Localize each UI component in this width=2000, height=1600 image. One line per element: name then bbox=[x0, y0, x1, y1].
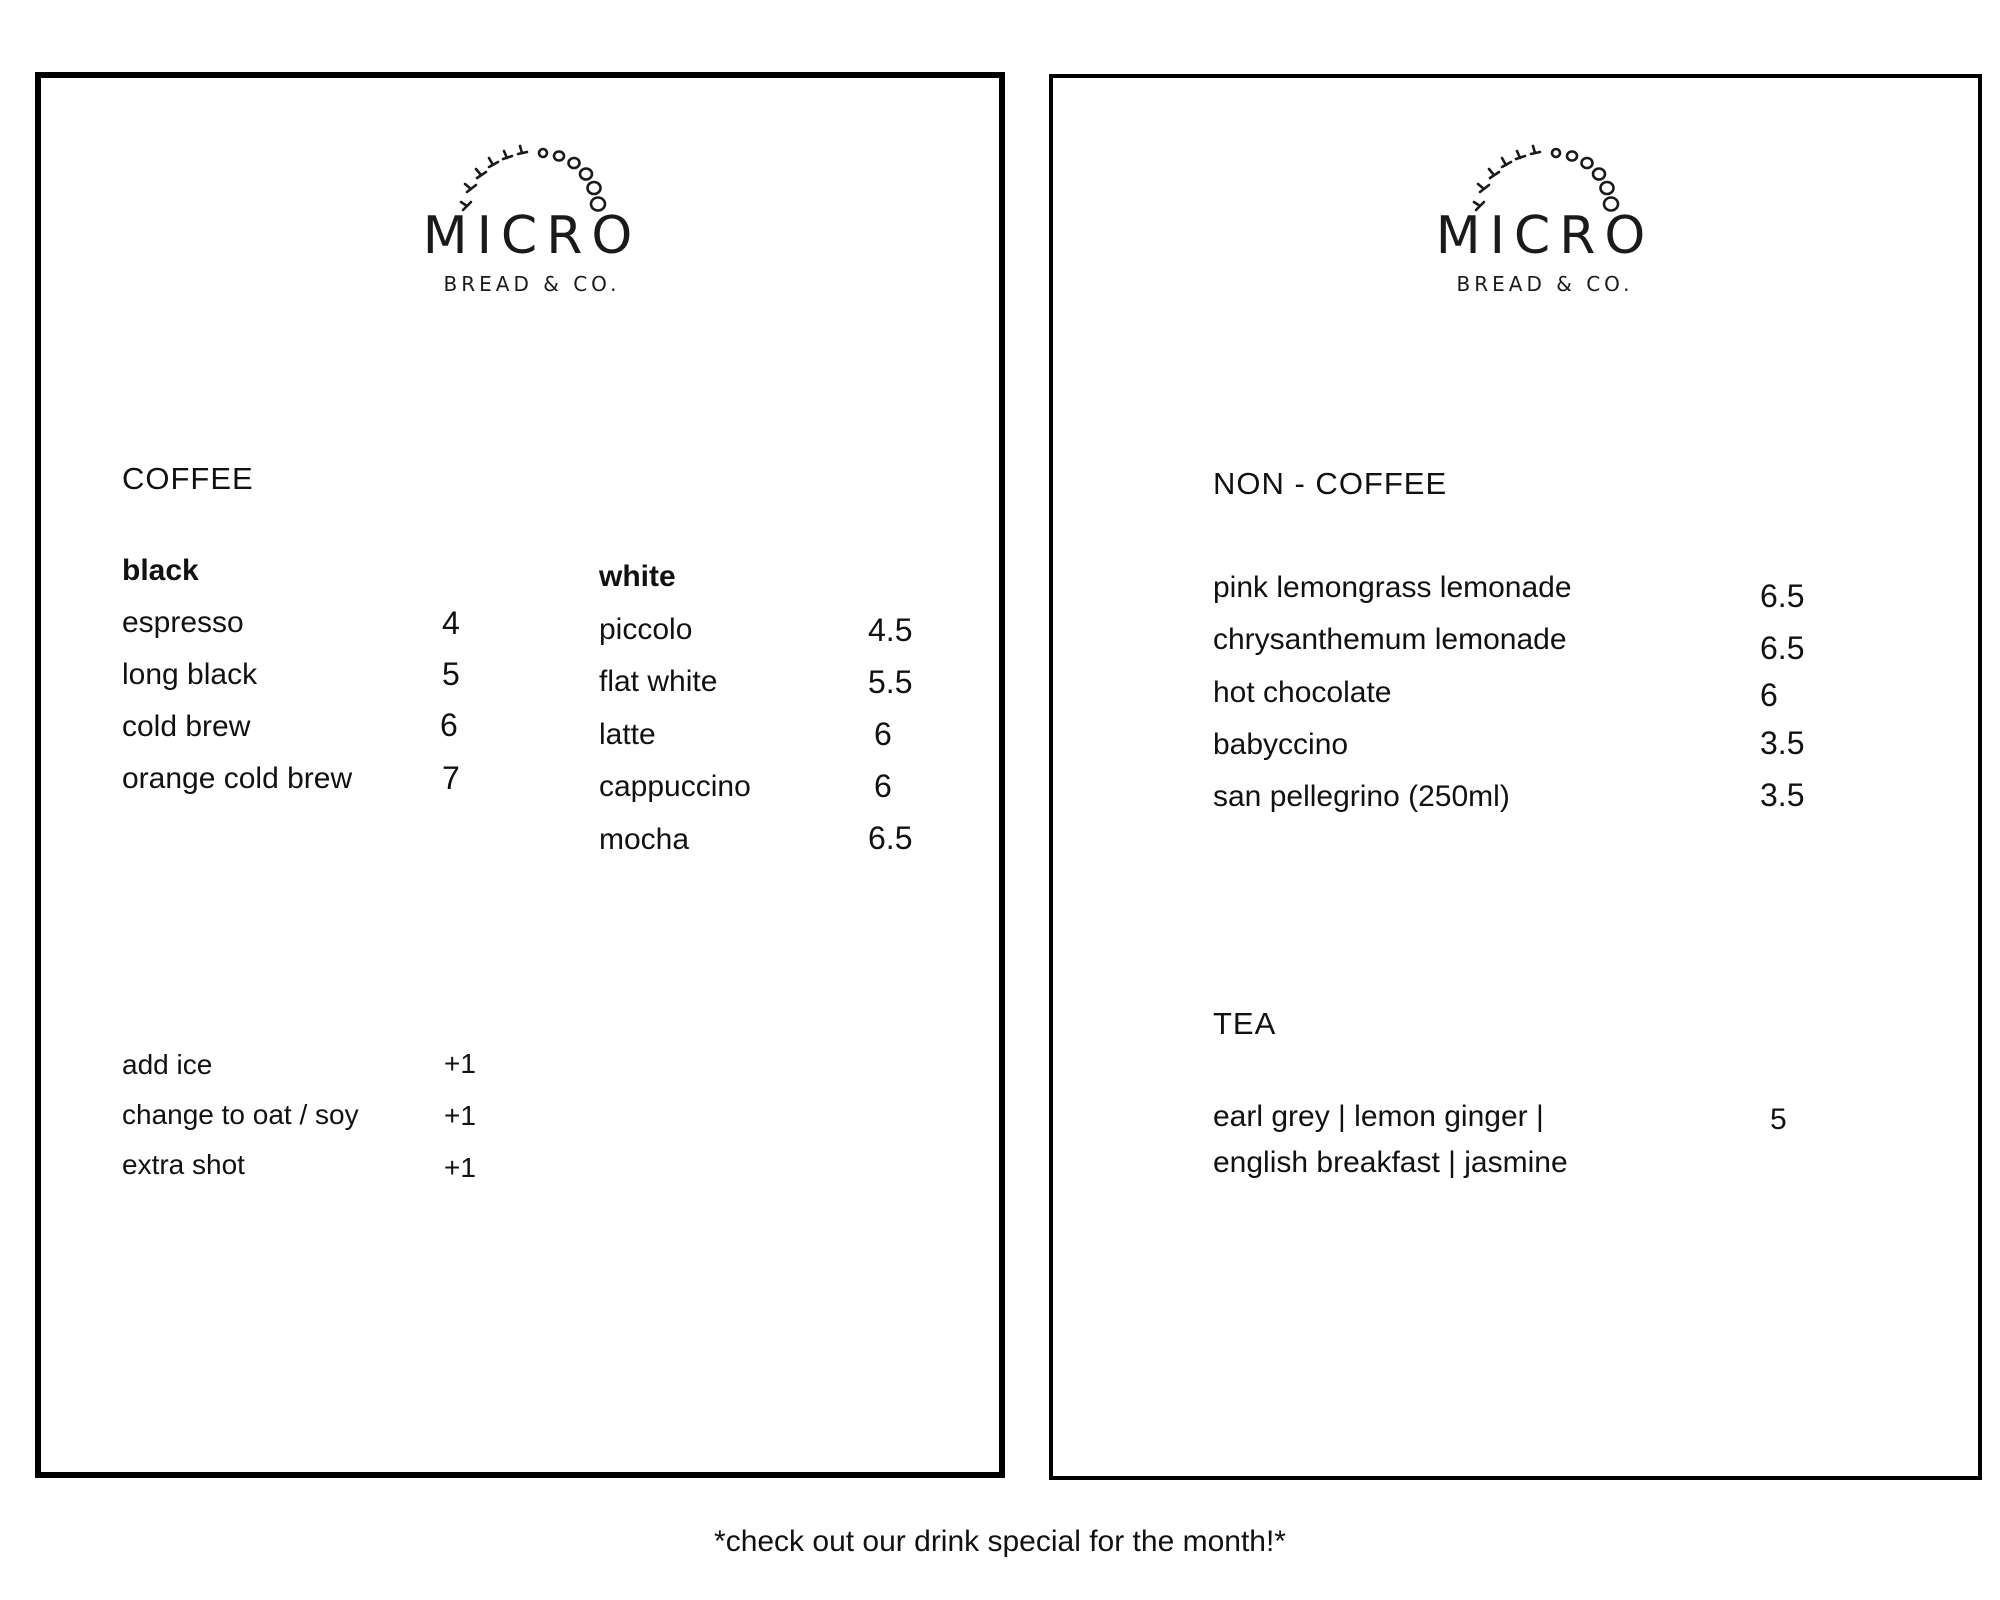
extra-price: +1 bbox=[444, 1152, 476, 1183]
menu-item-price: 6 bbox=[874, 768, 892, 804]
menu-item-price: 6 bbox=[1760, 677, 1778, 713]
leaf-arch-icon bbox=[1430, 144, 1660, 214]
extra-name: add ice bbox=[122, 1049, 213, 1080]
menu-item-name: cappuccino bbox=[599, 770, 751, 803]
menu-item-name: espresso bbox=[122, 606, 244, 639]
tea-heading: TEA bbox=[1213, 1006, 1277, 1041]
menu-item-price: 7 bbox=[442, 760, 460, 796]
brand-name: MICRO bbox=[422, 206, 642, 266]
extra-price: +1 bbox=[444, 1048, 476, 1079]
coffee-heading: COFFEE bbox=[122, 461, 254, 496]
white-heading: white bbox=[599, 560, 676, 593]
brand-logo bbox=[417, 144, 647, 314]
menu-item-name: chrysanthemum lemonade bbox=[1213, 623, 1567, 656]
menu-item-name: piccolo bbox=[599, 613, 693, 646]
footer-note: *check out our drink special for the month!* bbox=[714, 1525, 1286, 1558]
menu-item-name: hot chocolate bbox=[1213, 676, 1392, 709]
menu-item-name: pink lemongrass lemonade bbox=[1213, 571, 1572, 604]
tea-price: 5 bbox=[1770, 1103, 1787, 1136]
menu-item-name: flat white bbox=[599, 665, 718, 698]
menu-item-name: latte bbox=[599, 718, 656, 751]
menu-item-name: cold brew bbox=[122, 710, 251, 743]
menu-item-price: 4.5 bbox=[868, 612, 913, 648]
menu-item-name: orange cold brew bbox=[122, 762, 353, 795]
menu-item-price: 5 bbox=[442, 656, 460, 692]
menu-item-price: 6.5 bbox=[1760, 630, 1805, 666]
menu-item-price: 3.5 bbox=[1760, 725, 1805, 761]
non-coffee-menu-panel bbox=[1049, 74, 1982, 1480]
menu-item-price: 3.5 bbox=[1760, 777, 1805, 813]
black-heading: black bbox=[122, 554, 199, 587]
menu-item-name: mocha bbox=[599, 823, 690, 856]
brand-name: MICRO bbox=[1435, 206, 1655, 266]
brand-tagline: BREAD & CO. bbox=[1456, 272, 1634, 296]
menu-item-price: 6.5 bbox=[1760, 578, 1805, 614]
tea-varieties-line-1: earl grey | lemon ginger | bbox=[1213, 1100, 1544, 1133]
brand-tagline: BREAD & CO. bbox=[443, 272, 621, 296]
menu-item-name: babyccino bbox=[1213, 728, 1349, 761]
menu-item-price: 5.5 bbox=[868, 664, 913, 700]
menu-item-price: 6 bbox=[874, 716, 892, 752]
extra-name: extra shot bbox=[122, 1149, 245, 1180]
tea-varieties-line-2: english breakfast | jasmine bbox=[1213, 1146, 1568, 1179]
extra-name: change to oat / soy bbox=[122, 1099, 359, 1130]
non-coffee-heading: NON - COFFEE bbox=[1213, 466, 1448, 501]
brand-logo bbox=[1430, 144, 1660, 314]
menu-item-name: san pellegrino (250ml) bbox=[1213, 780, 1510, 813]
leaf-arch-icon bbox=[417, 144, 647, 214]
menu-item-price: 6.5 bbox=[868, 820, 913, 856]
extra-price: +1 bbox=[444, 1100, 476, 1131]
menu-item-name: long black bbox=[122, 658, 258, 691]
menu-item-price: 6 bbox=[440, 707, 458, 743]
menu-item-price: 4 bbox=[442, 605, 460, 641]
